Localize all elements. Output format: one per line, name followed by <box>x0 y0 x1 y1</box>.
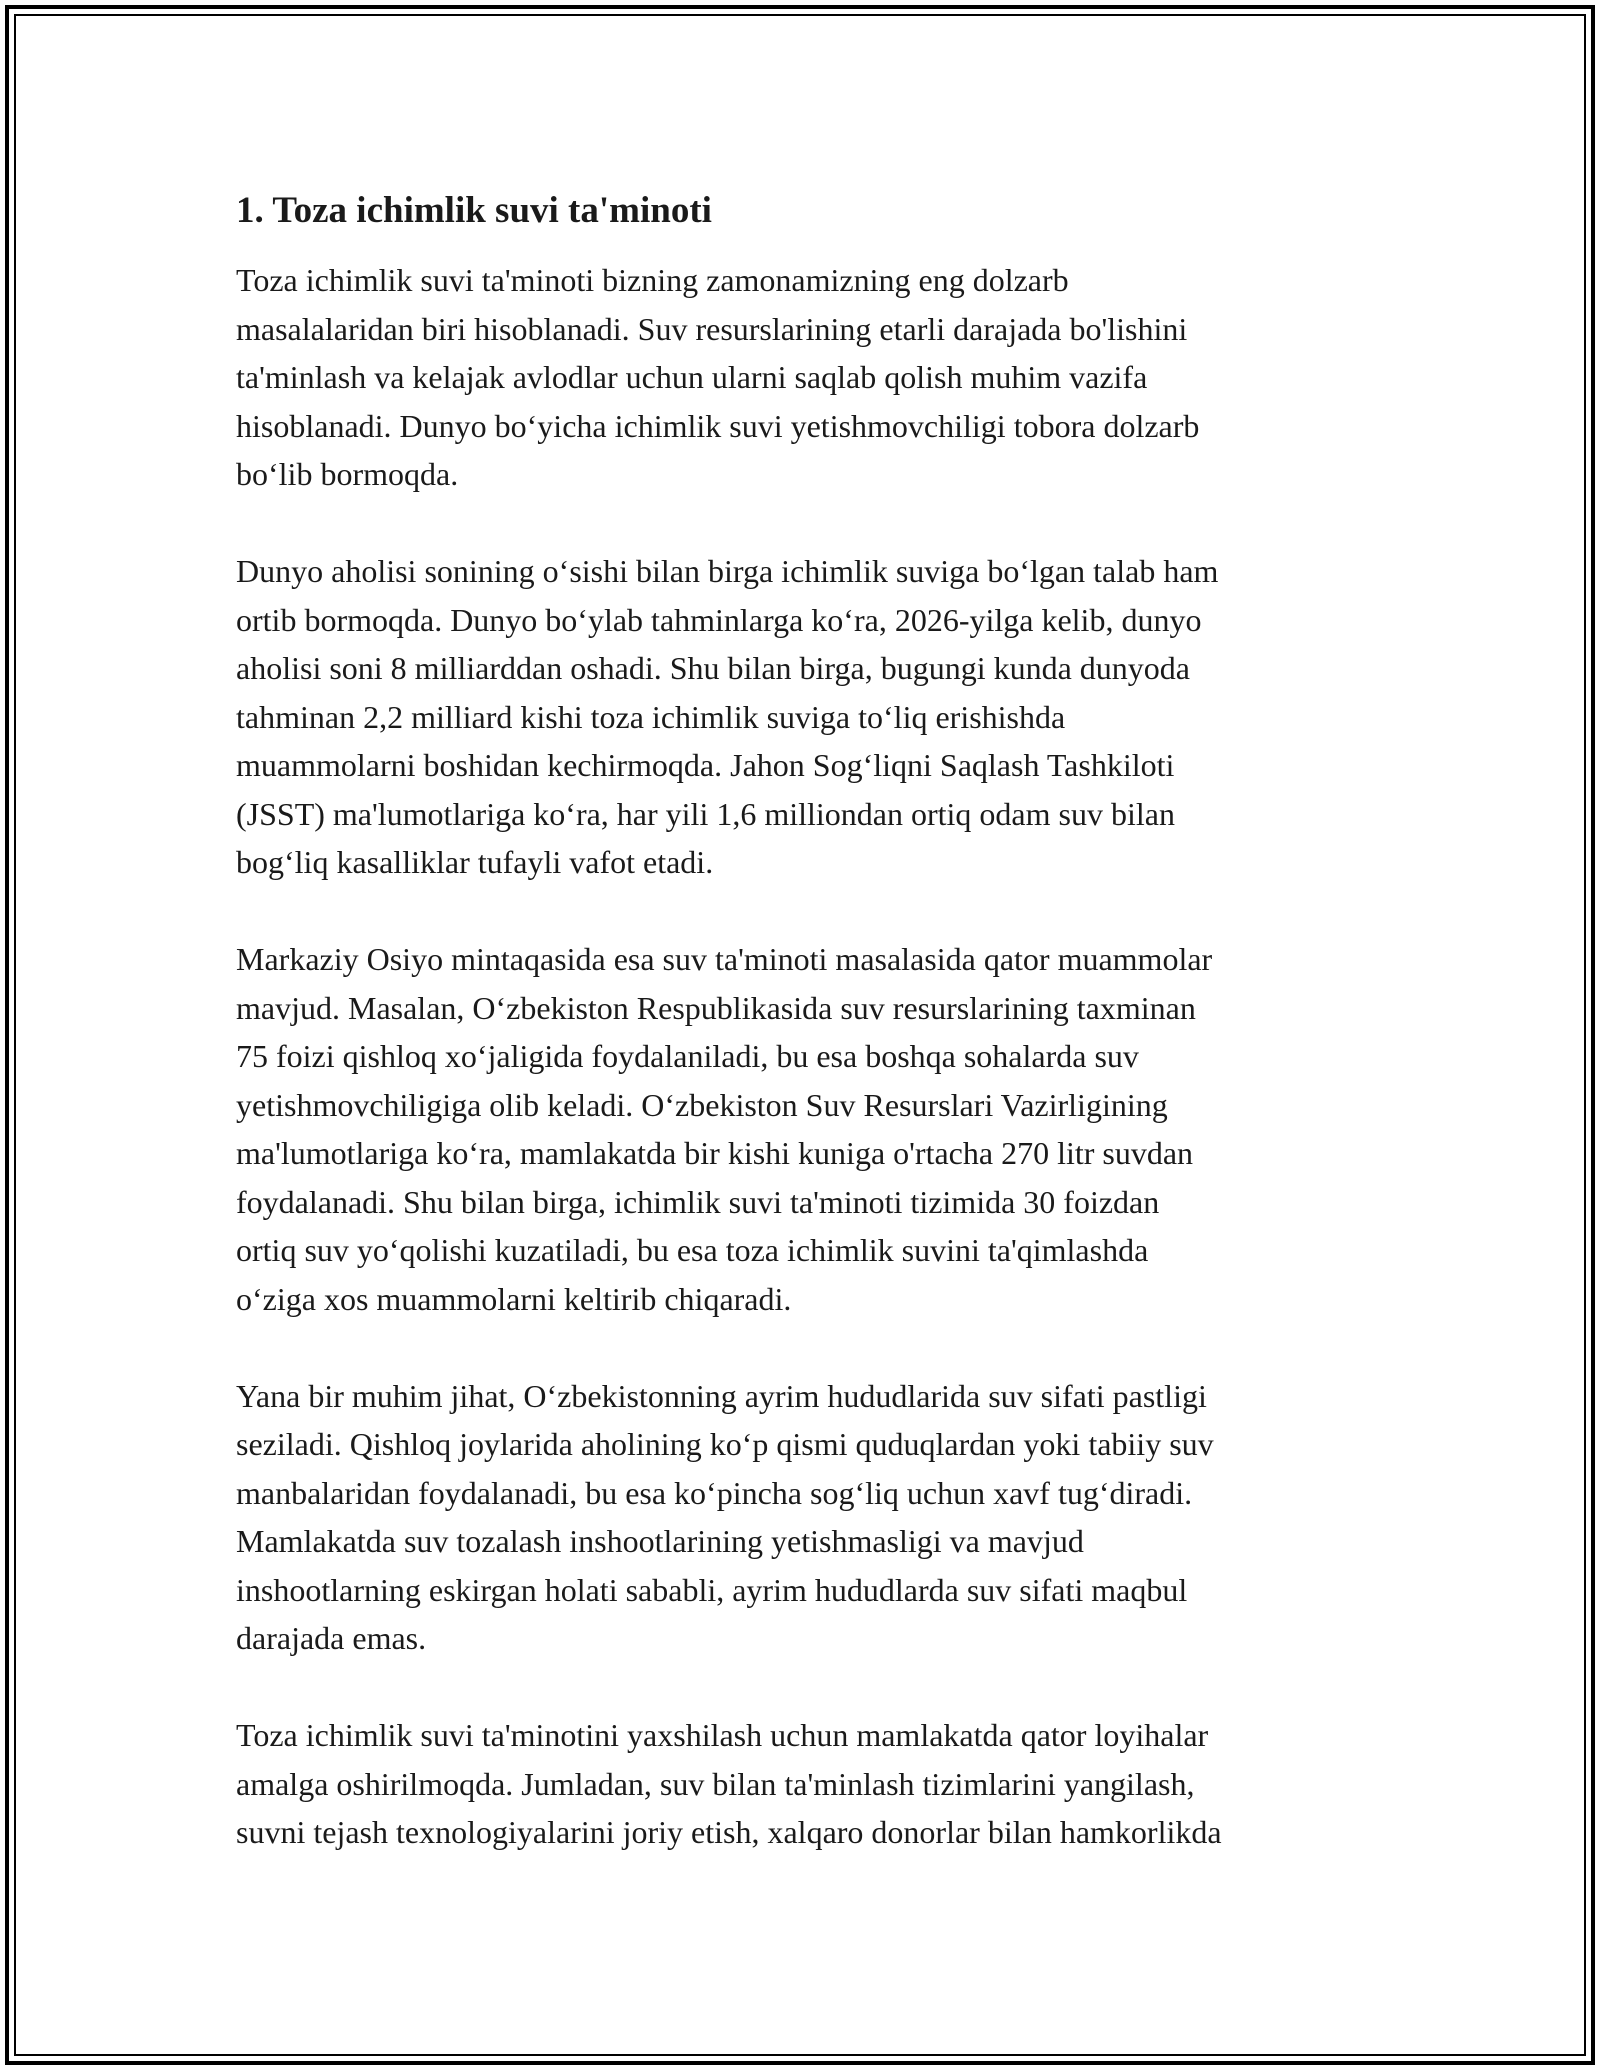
text-line: Dunyo aholisi sonining o‘sishi bilan birga ichimlik suviga bo‘lgan talab ham <box>236 553 1219 589</box>
text-line: Toza ichimlik suvi ta'minotini yaxshilash uchun mamlakatda qator loyihalar <box>236 1717 1209 1753</box>
text-line: seziladi. Qishloq joylarida aholining ko‘p qismi quduqlardan yoki tabiiy suv <box>236 1426 1214 1462</box>
text-line: mavjud. Masalan, O‘zbekiston Respublikasida suv resurslarining taxminan <box>236 989 1196 1026</box>
text-line: suvni tejash texnologiyalarini joriy etish, xalqaro donorlar bilan hamkorlikda <box>236 1814 1222 1850</box>
text-line: (JSST) ma'lumotlariga ko‘ra, har yili 1,6 milliondan ortiq odam suv bilan <box>236 795 1175 832</box>
text-line: 75 foizi qishloq xo‘jaligida foydalaniladi, bu esa boshqa sohalarda suv <box>236 1038 1139 1074</box>
text-line: ortib bormoqda. Dunyo bo‘ylab tahminlarga ko‘ra, 2026-yilga kelib, dunyo <box>236 601 1202 638</box>
text-line: o‘ziga xos muammolarni keltirib chiqaradi. <box>236 1280 792 1317</box>
text-line: manbalaridan foydalanadi, bu esa ko‘pincha sog‘liq uchun xavf tug‘diradi. <box>236 1474 1193 1511</box>
text-line: yetishmovchiligiga olib keladi. O‘zbekiston Suv Resurslari Vazirligining <box>236 1086 1168 1123</box>
text-line: muammolarni boshidan kechirmoqda. Jahon Sog‘liqni Saqlash Tashkiloti <box>236 747 1175 783</box>
section-title: 1. Toza ichimlik suvi ta'minoti <box>236 190 712 231</box>
document-body <box>236 186 1376 1905</box>
text-line: masalalaridan biri hisoblanadi. Suv resurslarining etarli darajada bo'lishini <box>236 310 1188 347</box>
text-line: Markaziy Osiyo mintaqasida esa suv ta'minoti masalasida qator muammolar <box>236 941 1213 977</box>
text-line: foydalanadi. Shu bilan birga, ichimlik suvi ta'minoti tizimida 30 foizdan <box>236 1183 1160 1220</box>
text-line: amalga oshirilmoqda. Jumladan, suv bilan ta'minlash tizimlarini yangilash, <box>236 1765 1195 1802</box>
text-line: Mamlakatda suv tozalash inshootlarining yetishmasligi va mavjud <box>236 1523 1084 1559</box>
text-line: ortiq suv yo‘qolishi kuzatiladi, bu esa toza ichimlik suvini ta'qimlashda <box>236 1232 1149 1268</box>
text-line: bo‘lib bormoqda. <box>236 456 459 492</box>
paragraph-5 <box>236 1711 1376 1857</box>
text-line: Yana bir muhim jihat, O‘zbekistonning ayrim hududlarida suv sifati pastligi <box>236 1377 1207 1414</box>
text-line: ma'lumotlariga ko‘ra, mamlakatda bir kishi kuniga o'rtacha 270 litr suvdan <box>236 1135 1194 1171</box>
text-line: hisoblanadi. Dunyo bo‘yicha ichimlik suvi yetishmovchiligi tobora dolzarb <box>236 407 1200 444</box>
text-line: inshootlarning eskirgan holati sababli, ayrim hududlarda suv sifati maqbul <box>236 1571 1188 1608</box>
text-line: darajada emas. <box>236 1620 427 1656</box>
text-line: tahminan 2,2 milliard kishi toza ichimlik suviga to‘liq erishishda <box>236 698 1066 735</box>
paragraph-1 <box>236 256 1376 499</box>
text-line: ta'minlash va kelajak avlodlar uchun ularni saqlab qolish muhim vazifa <box>236 359 1148 395</box>
paragraph-2 <box>236 547 1376 887</box>
text-line: aholisi soni 8 milliarddan oshadi. Shu bilan birga, bugungi kunda dunyoda <box>236 650 1190 686</box>
text-line: Toza ichimlik suvi ta'minoti bizning zamonamizning eng dolzarb <box>236 262 1069 298</box>
paragraph-4 <box>236 1372 1376 1663</box>
paragraph-3 <box>236 935 1376 1323</box>
text-line: bog‘liq kasalliklar tufayli vafot etadi. <box>236 844 714 880</box>
